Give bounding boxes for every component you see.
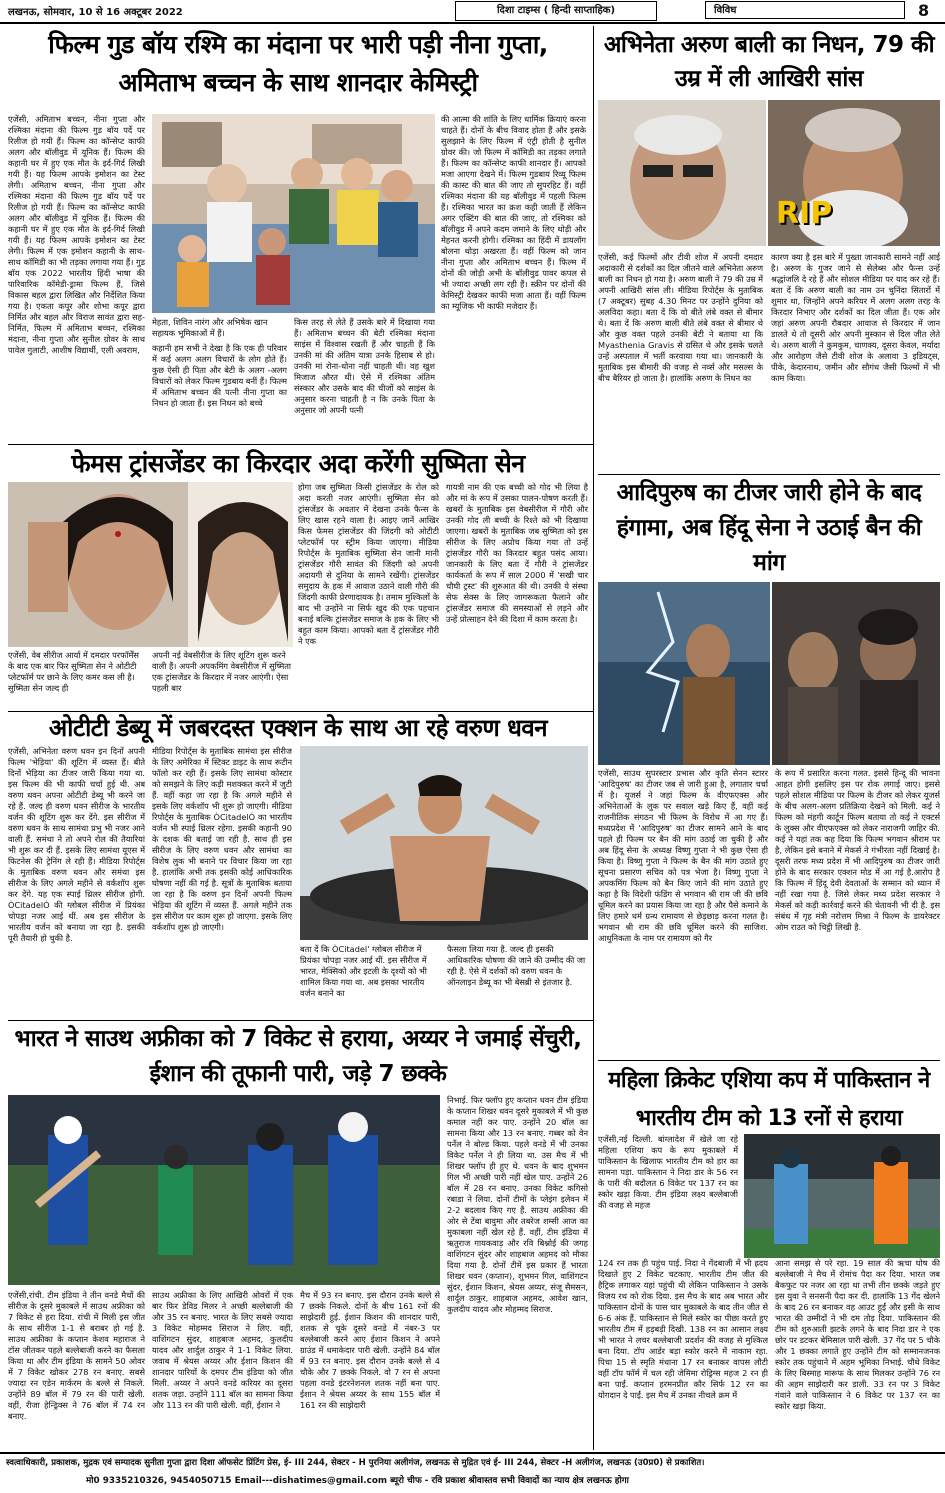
goodbye-column-2: कहानी हम सभी ने देखा है कि एक ही परिवार में कई अलग अलग विचारों के लोग होते हैं। कुछ ऐसी ही पिता और बेटी के अलग -अलग विचारों को लेकर फिल्म गुडबाय बनीं हैं। फिल्म में अमिताभ बच्चन की पत्नी नीना गुप्ता का निधन हो जाता हैं। इस निधन को बच्चे — [152, 343, 287, 408]
column-divider — [593, 26, 594, 1450]
cricket-column-1: एजेंसी,रांची. टीम इंडिया ने तीन वनडे मैचों की सीरीज के दूसरे मुकाबले में साउथ अफ्रीका को 7 विकेट से हरा दिया. रांची में मिली इस जीत के साथ सीरीज 1-1 से बराबर हो गई है. साउथ अफ्रीका के कप्तान केशव महाराज ने टॉस जीतकर पहले बल्लेबाजी करने का फैसला किया था और टीम इंडिया के सामने 50 ओवर में 7 विकेट खोकर 278 रन बनाए. सबसे ज्यादा रन एडेन मार्करम के बल्ले से निकले. उन्होंने 89 बॉल में 79 रन की पारी खेली. वहीं, रीजा हेन्ड्रिक्स ने 76 बॉल में 74 रन बनाए. — [8, 1290, 145, 1421]
sushmita-photo — [8, 482, 293, 647]
varun-headline: ओटीटी डेब्यू में जबरदस्त एक्शन के साथ आ रहे वरुण धवन — [48, 714, 548, 742]
women-cricket-intro: एजेंसी,नई दिल्ली. बांग्लादेश में खेले जा रहे महिला एशिया कप के रूप मुकाबले में पाकिस्तान के खिलाफ भारतीय टीम को हार का सामना पड़ा. पाकिस्तान ने निदा डार के 56 रन के पारी की बदौलत 6 विकेट पर 137 रन का स्कोर खड़ा किया. टीम इंडिया लक्ष्य बल्लेबाजी की वजह से महज — [598, 1134, 738, 1210]
adipurush-column-1: एजेंसी, साउथ सुपरस्टार प्रभास और कृति सेनन स्टारर 'आदिपुरुष' का टीजर जब से जारी हुआ है, लगातार चर्चा में है। यूजर्स ने जहां फिल्म के वीएफएक्स और अभिनेताओं के लुक पर सवाल खड़े किए हैं, वहीं कई राजनीतिक संगठन भी फिल्म के विरोध में आ गए हैं। मध्यप्रदेश में 'आदिपुरुष' का टीजर सामने आने के बाद पहले ही फिल्म पर बैन की मांग उठाई जा चुकी है और अब हिंदू सेना के अध्यक्ष विष्णु गुप्ता ने भी कुछ ऐसा ही किया है। विष्णु गुप्ता ने फिल्म के बैन की मांग उठाते हुए सूचना प्रसारण सचिव को पत्र भेजा है। विष्णु गुप्ता ने अपकमिंग फिल्म को बैन किए जाने की मांग उठाते हुए कहा है कि विदेशी फंडिंग से भगवान श्री राम जी की छवि धूमिल करने का प्रयास किया जा रहा है और पैसे कमाने के लिए हमारे धर्म ग्रन्थ रामायण से छेड़छाड़ करना गलत है। भगवान श्री राम की छवि धूमिल करने की साजिश. आधुनिकता के नाम पर रामायण को गैर — [598, 768, 768, 943]
cricket-match-photo — [8, 1095, 440, 1285]
sushmita-column-2: गायत्री नाम की एक बच्ची को गोद भी लिया है और मां के रूप में उसका पालन-पोषण करती हैं। खबरों के मुताबिक इस वेबसीरीज में गौरी और उनकी गोद ली बच्ची के रिश्ते को भी दिखाया जाएगा। खबरों के मुताबिक जब सुष्मिता को इस सीरीज के लिए अप्रोच किया गया तो उन्हें ट्रांसजेंडर गौरी का किरदार बहुत पसंद आया। जानकारी के लिए बता दें गौरी ने ट्रांसजेंडर कार्यकर्ता के रूप में साल 2000 में 'सखी चार चौघी ट्रस्ट' की शुरुआत की थी। उनकी ये संस्था सेफ सेक्स के लिए जागरूकता फैलाने और ट्रांसजेंडर समाज की समस्याओं से लड़ने और उन्हें प्रोत्साहन देने की दिशा में काम करता है। — [446, 482, 588, 624]
newspaper-name: दिशा टाइम्स ( हिन्दी साप्ताहिक) — [455, 1, 657, 21]
page-header — [0, 0, 945, 24]
adipurush-poster — [598, 582, 940, 765]
page-number: 8 — [918, 1, 930, 20]
goodbye-column-3: किस तरह से लेते हैं उसके बारे में दिखाया गया हैं। अमिताभ बच्चन की बेटी रश्मिका मंदाना साइंस में विश्वास रखती हैं और चाहती हैं कि उनकी मां की अंतिम यात्रा उनके हिसाब से हो। उनकी मां रोना-धोना नहीं चाहती थी। वह खुश मिजाज औरत थी। ऐसे में रश्मिका अंतिम संस्कार और उसके बाद की चीजों को साइंस के अनुसार करना चाहती है न कि उनके पिता के अनुसार जो अपनी पत्नी — [294, 317, 435, 415]
arun-column-1: एजेंसी, कई फिल्मों और टीवी शोज में अपनी दमदार अदाकारी से दर्शकों का दिल जीतने वाले अभिनेता अरुण बाली का निधन हो गया है। अरुण बाली ने 79 की उम्र में अपनी आखिरी सांस ली। मीडिया रिपोर्ट्स के मुताबिक (7 अक्टूबर) सुबह 4.30 मिनट पर उन्होंने दुनिया को अलविदा कहा। बता दें कि वो बीते लंबे वक्त से बीमार थे। बता दें कि अरुण बाली बीते लंबे वक्त से बीमार थे और कुछ वक्त पहले उनकी बेटी ने बताया था कि Myasthenia Gravis से ग्रसित थे और इसके चलते उन्हें अस्पताल में भर्ती करवाया गया था। जानकारी के मुताबिक इस बीमारी की वजह से नर्व्स और मसल्स के बीच बैरियर हो जाता है। हालांकि अरुण के निधन का — [598, 252, 763, 383]
goodbye-headline: फिल्म गुड बॉय रश्मि का मंदाना पर भारी पड़ी नीना गुप्ता, अमिताभ बच्चन के साथ शानदार केमिस्ट्री — [48, 30, 548, 97]
sushmita-column-1: होगा जब सुष्मिता किसी ट्रांसजेंडर के रोल को अदा करती नजर आएंगी। सुष्मिता सेन को ट्रांसजेंडर के अवतार में देखना उनके फैन्स के लिए खास रहने वाला है। आइए जानें आखिर किस फेमस ट्रांसजेंडर की जिंदगी को ओटीटी प्लेटफॉर्म पर स्ट्रीम किया जाएगा। मीडिया रिपोर्ट्स के मुताबिक सुष्मिता सेन जानी मानी ट्रांसजेंडर गौरी सावंत की जिंदगी को अपनी अदायगी से दुनिया के सामने रखेंगी। ट्रांसजेंडर समुदाय के हक में आवाज उठाने वाली गौरी की जिंदगी काफी प्रेरणादायक है। तमाम मुश्किलों के बाद भी उन्होंने ना सिर्फ खुद की एक पहचान बनाई बल्कि ट्रांसजेंडर समाज के हक के लिए भी बहुत काम किया। आपको बता दें ट्रांसजेंडर गौरी ने एक — [298, 482, 439, 646]
section-name: विविध — [705, 1, 905, 19]
women-cricket-photo — [744, 1134, 940, 1258]
goodbye-movie-photo — [152, 114, 435, 313]
section-divider — [8, 444, 593, 445]
contact-line: मो0 9335210326, 9454050715 Email---dishatimes@gmail.com ब्यूरो चीफ - रवि प्रकाश श्रीवास्तव सभी विवादों का न्याय क्षेत्र लखनऊ होगा — [86, 1476, 629, 1486]
varun-caption-2: फैसला लिया गया है. जल्द ही इसकी आधिकारिक घोषणा की जाने की उम्मीद की जा रही है. ऐसे में दर्शकों को वरुण धवन के ऑनलाइन डेब्यू का भी बेसब्री से इंतजार है. — [447, 944, 586, 987]
sushmita-caption-col2: अपनी नई वेबसीरीज के लिए शूटिंग शुरू करने वाली हैं। अपनी अपकमिंग वेबसीरीज में सुष्मिता एक ट्रांसजेंडर के किरदार में नजर आएंगी। ऐसा पहली बार — [152, 650, 292, 693]
varun-dhawan-photo — [300, 746, 588, 940]
section-divider — [8, 1020, 593, 1021]
varun-column-1: एजेंसी, अभिनेता वरुण धवन इन दिनों अपनी फिल्म 'भेड़िया' की शूटिंग में व्यस्त हैं। बीते दिनों भेड़िया का टीजर जारी किया गया था. इस फिल्म की भी काफी चर्चा हुई थी. अब वरुण धवन अपना ओटीटी डेब्यू भी करने जा रहे हैं. जल्द ही वरुण धवन सीरीज के भारतीय वर्जन की शूटिंग शुरू कर देंगे. इस सीरीज में वरुण धवन के साथ सामंथा प्रभु भी नजर आने वाली हैं. समंथा ने तो अपने रोल की तैयारियां भी शुरू कर दी हैं. इसके लिए सामंथा यूएस में फिटनेस की ट्रेनिंग ले रही हैं। मीडिया रिपोर्ट्स के मुताबिक वरुण धवन और समंथा इस सीरीज के लिए अगले महीने से वर्कशॉप शुरू कर देंगे. यह एक स्पाई थ्रिलर सीरीज होगी. ÒCitadelÓ की ग्लोबल सीरीज में प्रियंका चोपड़ा नजर आई थीं. अब इस सीरीज के भारतीय वर्जन को बनाया जा रहा है. इसकी पूरी तैयारी हो चुकी है. — [8, 746, 145, 943]
adipurush-column-2: के रूप में प्रसारित करना गलत. इससे हिन्दू की भावना आहत होगी इसलिए इस पर रोक लगाई जाए। इससे पहले सोशल मीडिया पर फिल्म के टीजर को लेकर यूजर्स के बीच अलग-अलग प्रतिक्रिया देखने को मिली. कई ने फिल्म को मंहगी कार्टून फिल्म बताया तो कई ने एक्टर्स के लुक्स और वीएफएक्स को लेकर नाराजगी जाहिर की. कई ने यहां तक कह दिया कि फिल्म भगवान श्रीराम पर है, लेकिन इसे बनाने में मेकर्स ने गंभीरता नहीं दिखाई है। दूसरी तरफ मध्य प्रदेश में भी आदिपुरुष का टीजर जारी होने के बाद सरकार एक्शन मोड में आ गई है.आरोप है कि फिल्म में हिंदू देवी देवताओं के सम्मान को ध्यान में नहीं रखा गया है. जिसे लेकर मध्य प्रदेश सरकार ने मेकर्स को कड़ी कार्रवाई करने की चेतावनी भी दी है. इस संबंध में गृह मंत्री नरोत्तम मिश्रा ने फिल्म के डायरेक्टर ओम राउत को चिट्ठी लिखी है. — [775, 768, 940, 932]
goodbye-column-4: की आत्मा की शांति के लिए धार्मिक क्रियाएं करना चाहते हैं। दोनों के बीच विवाद होता हैं और इसके सुलझाने के लिए फिल्म में एंट्री होती है सुनील ग्रोवर की। जो फिल्म में कॉमिडी का तड़का लगाते हैं। फिल्म का कॉन्सेप्ट काफी शानदार हैं। आपको मजा आएगा देखने में। फिल्म गुडबाय रिव्यू फिल्म की कास्ट की बात की जाए तो सुपरहिट हैं। वहीं रश्मिका मंदाना की यह बॉलीवुड में पहली फिल्म हैं। रश्मिका भारत का क्रश कही जाती हैं लेकिन अगर एक्टिंग की बात की जाए, तो रश्मिका को बॉलीवुड में अपने कदम जमाने के लिए थोड़ी और मेहनत करनी होगी। रश्मिका का हिंदी में डायलॉग बोलना थोड़ा अखरता हैं। वहीं फिल्म को जान नीना गुप्ता और अमिताभ बच्चन हैं। फिल्म में दोनों की जोड़ी अभी के बॉलीवुड पावर कपल से भी ज्यादा अच्छी लग रही हैं। स्क्रीन पर दोनों की केमिस्ट्री देखकर काफी मजा आता हैं। वहीं फिल्म का म्यूजिक भी काफी मजेदार हैं। — [441, 114, 586, 311]
women-cricket-column-2: आना समझ से परे रहा. 19 साल की ऋचा घोष की बल्लेबाजी ने मैच में रोमांच पैदा कर दिया. भारत जब बैकफुट पर नजर आ रहा था तभी तीन छक्के जड़ते हुए इस युवा ने सनसनी पैदा कर दी. हालांकि 13 गेंद खेलने के बाद 26 रन बनाकर वह आउट हुईं और इसी के साथ भारत की उम्मीदों ने भी दम तोड़ दिया. पाकिस्तान की टीम को शुरुआती झटके लगने के बाद निदा डार ने एक छोर पर डटकर बेमिसाल पारी खेली. 37 गेंद पर 5 चौके और 1 छक्का लगाते हुए उन्होंने टीम को सम्मानजनक स्कोर तक पहुंचाने में अहम भूमिका निभाई. चौथे विकेट के लिए बिस्माह मारूफ के साथ मिलकर उन्होंने 76 रन की अहम साझेदारी कर डाली. 33 रन पर 3 विकेट गंवाने वाले पाकिस्तान ने 6 विकेट पर 137 रन का स्कोर खड़ा किया. — [775, 1258, 940, 1411]
adipurush-headline: आदिपुरुष का टीजर जारी होने के बाद हंगामा, अब हिंदू सेना ने उठाई बैन की मांग — [616, 480, 922, 576]
page-footer — [0, 1452, 945, 1493]
section-divider — [598, 1060, 940, 1061]
arun-headline: अभिनेता अरुण बाली का निधन, 79 की उम्र में ली आखिरी सांस — [603, 32, 935, 92]
cricket-column-4: निभाई. फिर फ्लॉप हुए कप्तान धवन टीम इंडिया के कप्तान शिखर धवन दूसरे मुकाबले में भी कुछ कमाल नहीं कर पाए. उन्होंने 20 बॉल का सामना किया और 13 रन बनाए. गब्बर को वेन पर्नेल ने बोल्ड किया. पहले वनडे में भी उनका विकेट पर्नेल ने ही लिया था. उस मैच में भी शिखर फ्लॉप ही हुए थे. धवन के बाद शुभमन गिल भी अच्छी पारी नहीं खेल पाए. उन्होंने 26 बॉल में 28 रन बनाए. उनका विकेट कगिसो रबाडा ने लिया. दोनों टीमों के प्लेइंग इलेवन में 2-2 बदलाव किए गए हैं. साउथ अफ्रीका की ओर से टेंबा बावुमा और तबरेज शम्सी आज का मुकाबला नहीं खेल रहे हैं. वहीं, टीम इंडिया में ऋतुराज गायकवाड़ और रवि बिश्नोई की जगह वाशिंगटन सुंदर और शाहबाज अहमद को मौका दिया गया है. दोनों टीमें इस प्रकार हैं भारतः शिखर धवन (कप्तान), शुभमन गिल, वाशिंगटन सुंदर, ईशान किशन, श्रेयस अय्यर, संजू सैमसन, शार्दुल ठाकुर, शाहबाज अहमद, आवेश खान, कुलदीप यादव और मोहम्मद सिराज. — [447, 1095, 588, 1314]
imprint-line: स्वत्वाधिकारी, प्रकाशक, मुद्रक एवं सम्पादक सुनीता गुप्ता द्वारा दिशा ऑफसेट प्रिंटिंग प्रेस, ई- III 244, सेक्टर - H पुरनिया अलीगंज, लखनऊ से मुद्रित एवं ई- III 244, सेक्टर -H अलीगंज, लखनऊ (उ0प्र0) से प्रकाशित। — [6, 1458, 705, 1468]
varun-column-2: मीडिया रिपोर्ट्स के मुताबिक सामंथा इस सीरीज के लिए अमेरिका में स्टिक्ट डाइट के साथ रूटीन फॉलो कर रही हैं। इसके लिए सामंथा कोस्टार को समझने के लिए कड़ी मशक्कत करने में जुटी हैं. वहीं कहा जा रहा है कि अगले महीने से इसके लिए वर्कशॉप भी शुरू हो जाएगी। मीडिया रिपोर्ट्स के मुताबिक ÒCitadelÓ का भारतीय वर्जन भी स्पाई थ्रिलर रहेगा. इसकी कहानी 90 के दशक की बताई जा रही है. साथ ही इस सीरीज के लिए वरुण धवन और सामंथा का विशेष लुक भी बनाने पर विचार किया जा रहा है. हालांकि अभी तक इसकी कोई आधिकारिक घोषणा नहीं की गई है. सूत्रों के मुताबिक बताया जा रहा है कि वरुण इन दिनों अपनी फिल्म भेड़िया की शूटिंग में व्यस्त हैं. अगले महीने तक इस सीरीज पर काम शुरू हो जाएगा. इसके लिए वर्कशॉप शुरू हो जाएगी। — [152, 746, 292, 932]
section-divider — [598, 474, 940, 475]
varun-caption-1: बता दें कि ÒCitadel' ग्लोबल सीरीज में प्रियंका चोपड़ा नजर आई थीं. इस सीरीज में भारत, मेक्सिको और इटली के दृश्यों को भी शामिल किया गया था. अब इसका भारतीय वर्जन बनाने का — [300, 944, 427, 998]
issue-date: लखनऊ, सोमवार, 10 से 16 अक्टूबर 2022 — [8, 7, 183, 18]
goodbye-column-1: एजेंसी, अमिताभ बच्चन, नीना गुप्ता और रश्मिका मंदाना की फिल्म गुड बॉय पर्दे पर रिलीज हो गयी हैं। फिल्म का कॉन्सेप्ट काफी अलग और बॉलीवुड में यूनिक हैं। फिल्म की कहानी घर में हुए एक मौत के इर्द-गिर्द लिखी गयी हैं। यह फिल्म आपके इमोशन का टेस्ट लेगी। अमिताभ बच्चन, नीना गुप्ता और रश्मिका मंदाना की फिल्म गुड बॉय पर्दे पर रिलीज हो गयी हैं। फिल्म का कॉन्सेप्ट काफी अलग और बॉलीवुड में यूनिक हैं। फिल्म की कहानी घर में हुए एक मौत के इर्द-गिर्द लिखी गयी हैं। यह फिल्म आपके इमोशन का टेस्ट लेगी। फिल्म में एक इमोशन कहानी के साथ-साथ कॉमिडी का भी तड़का लगाया गया हैं। गुड बॉय एक 2022 भारतीय हिंदी भाषा की पारिवारिक कॉमेडी-ड्रामा फिल्म हैं, जिसे विकास बहल द्वारा लिखित और निर्देशित किया गया है। एकता कपूर और शोभा कपूर द्वारा निर्मित और बहल और विराज सावंत द्वारा सह-निर्मित, फिल्म में अमिताभ बच्चन, रश्मिका मंदाना, नीना गुप्ता और सुनील ग्रोवर के साथ पावेल गुलाटी, आशीष विद्यार्थी, एली अवराम, — [8, 114, 145, 355]
arun-column-2: कारण क्या है इस बारे में पुख्ता जानकारी सामने नहीं आई है। अरुण के गुजर जाने से सेलेब्स और फैन्स उन्हें श्रद्धांजलि दे रहे हैं और सोशल मीडिया पर याद कर रहे हैं। बता दें कि अरुण बाली का नाम उन चुनिंदा सितारों में शुमार था, जिन्होंने अपने करियर में अलग अलग तरह के किरदार निभाए और दर्शकों का दिल जीता हैं। एक ओर जहां अरुण अपनी रौबदार आवाज से किरदार में जान डालते थे तो दूसरी ओर अपनी मुस्कान से दिल जीत लेते थे। अरुण बाली ने कुमकुम, चाणक्य, दूसरा केवल, मर्यादा और आरोहण जैसे टीवी शोज के अलावा 3 इडियट्स, पीके, केदारनाथ, जमीन और सौगंध जैसी फिल्मों में भी काम किया। — [771, 252, 940, 383]
sushmita-headline: फेमस ट्रांसजेंडर का किरदार अदा करेंगी सुष्मिता सेन — [71, 449, 525, 478]
cricket-column-2: साउथ अफ्रीका के लिए आखिरी ओवरों में एक बार फिर डेविड मिलर ने अच्छी बल्लेबाजी की और 35 रन बनाए. भारत के लिए सबसे ज्यादा 3 विकेट मोहम्मद सिराज ने लिए. वहीं, वाशिंगटन सुंदर, शाहबाज अहमद, कुलदीप यादव और शार्दुल ठाकुर ने 1-1 विकेट लिया. जवाब में श्रेयस अय्यर और ईशान किशन की शानदार पारियों के दमपर टीम इंडिया को जीत मिली. अय्यर ने अपने वनडे करियर का दूसरा शतक जड़ा. उन्होंने 111 बॉल का सामना किया और 113 रन की पारी खेली. वहीं, ईशान ने — [152, 1290, 293, 1410]
goodbye-photo-caption: मेहता, शिविन नारंग और अभिषेक खान सहायक भूमिकाओं में हैं। — [152, 317, 268, 338]
women-cricket-headline: महिला क्रिकेट एशिया कप में पाकिस्तान ने भारतीय टीम को 13 रनों से हराया — [608, 1068, 930, 1131]
cricket-column-3: मैच में 93 रन बनाए. इस दौरान उनके बल्ले से 7 छक्के निकले. दोनों के बीच 161 रनों की साझेदारी हुई. ईशान किशन की शानदार पारी, शतक से चूके दूसरे वनडे में नंबर-3 पर बल्लेबाजी करने आए ईशान किशन ने अपने ग्राउंड में धमाकेदार पारी खेली. उन्होंने 84 बॉल में 93 रन बनाए. इस दौरान उनके बल्ले से 4 चौके और 7 छक्के निकले. वो 7 रन से अपना पहला वनडे इंटरनेशनल शतक नहीं बना पाए. ईशान ने श्रेयस अय्यर के साथ 155 बॉल में 161 रन की साझेदारी — [300, 1290, 440, 1410]
arun-bali-photo — [598, 100, 940, 246]
women-cricket-column-1: 124 रन तक ही पहुंच पाई. निदा ने गेंदबाजी में भी ह्रदय दिखाते हुए 2 विकेट चटकाए. भारतीय टीम जीत की हैट्रिक लगाकर यहां पहुंची थी लेकिन पाकिस्तान ने उसके विजय रथ को रोक दिया. इस मैच के बाद अब भारत और पाकिस्तान दोनों के पास चार मुकाबले के बाद तीन जीत से 6-6 अंक हैं. पाकिस्तान से मिले स्कोर का पीछा करते हुए भारतीय टीम में हड़बड़ी दिखी. 138 रन का आसान लक्ष्य भी भारत ने लचर बल्लेबाजी प्रदर्शन की वजह से मुश्किल बना दिया. टॉप आर्डर बड़ा स्कोर करने में नाकाम रहा. पिचा 15 से स्मृति मंधाना 17 रन बनाकर वापस लौटी वहीं टॉप फॉर्म में चल रही जेमिमा रोड्रिग्स महज 2 रन ही बना पाईं. कप्तान हरमनप्रीत कौर सिर्फ 12 रन का योगदान दे पाईं. इस मैच में उनका नीचले क्रम में — [598, 1258, 768, 1400]
cricket-headline: भारत ने साउथ अफ्रीका को 7 विकेट से हराया, अय्यर ने जमाई सेंचुरी, ईशान की तूफानी पारी, जड़े 7 छक्के — [14, 1026, 582, 1087]
rip-label: RIP — [776, 196, 833, 231]
sushmita-caption: एजेंसी, वेब सीरीज आर्या में दमदार परफॉर्मेंस के बाद एक बार फिर सुष्मिता सेन ने ओटीटी प्लेटफॉर्म पर छाने के लिए कमर कस ली है। सुष्मिता सेन जल्द ही — [8, 650, 139, 693]
